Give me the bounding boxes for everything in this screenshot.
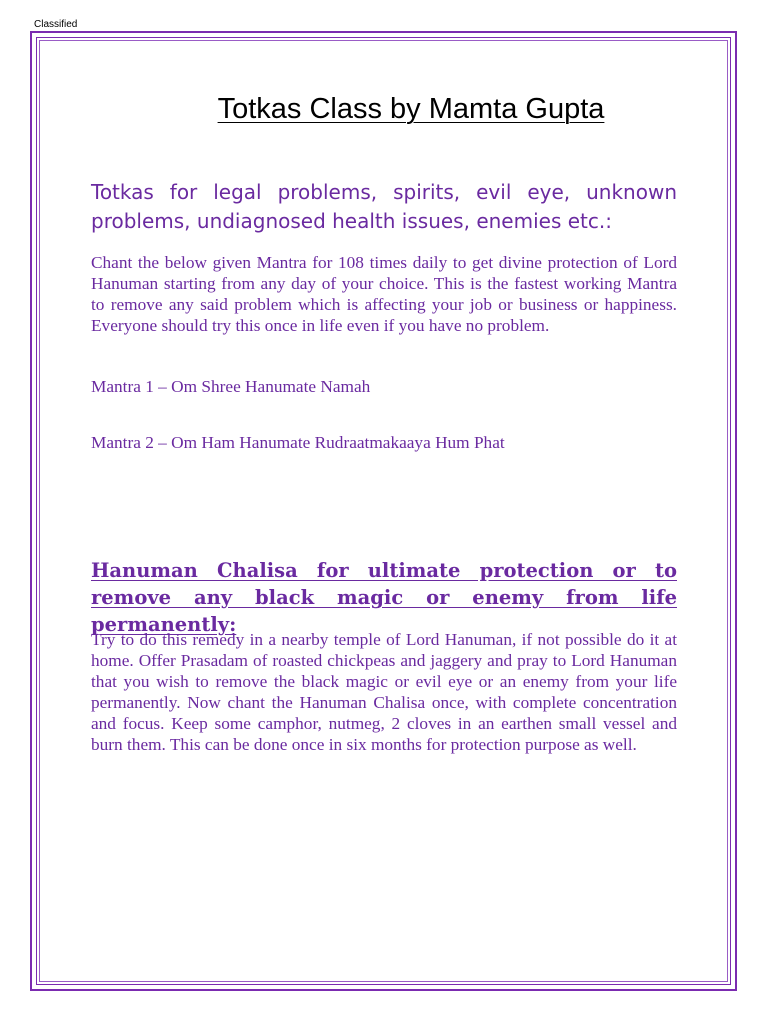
mantra-1: Mantra 1 – Om Shree Hanumate Namah <box>91 377 371 396</box>
intro-paragraph: Chant the below given Mantra for 108 times daily to get divine protection of Lord Hanuman starting from any day of your choice. This is the fastest working Mantra to remove any said problem which is affecting your job or business or happiness. Everyone should try this once in life even if you have no problem. <box>91 253 677 335</box>
classification-label: Classified <box>34 19 78 30</box>
section-heading: Hanuman Chalisa for ultimate protection or to remove any black magic or enemy from life permanently: <box>91 559 677 636</box>
subheading: Totkas for legal problems, spirits, evil eye, unknown problems, undiagnosed health issues, enemies etc.: <box>91 180 677 233</box>
document-title: Totkas Class by Mamta Gupta <box>217 93 605 125</box>
mantra-2: Mantra 2 – Om Ham Hanumate Rudraatmakaaya Hum Phat <box>91 433 505 452</box>
section-paragraph: Try to do this remedy in a nearby temple of Lord Hanuman, if not possible do it at home. Offer Prasadam of roasted chickpeas and jaggery and pray to Lord Hanuman that you wish to remove the black magic or evil eye or an enemy from your life permanently. Now chant the Hanuman Chalisa once, with complete concentration and focus. Keep some camphor, nutmeg, 2 cloves in an earthen small vessel and burn them. This can be done once in six months for protection purpose as well. <box>91 630 677 754</box>
